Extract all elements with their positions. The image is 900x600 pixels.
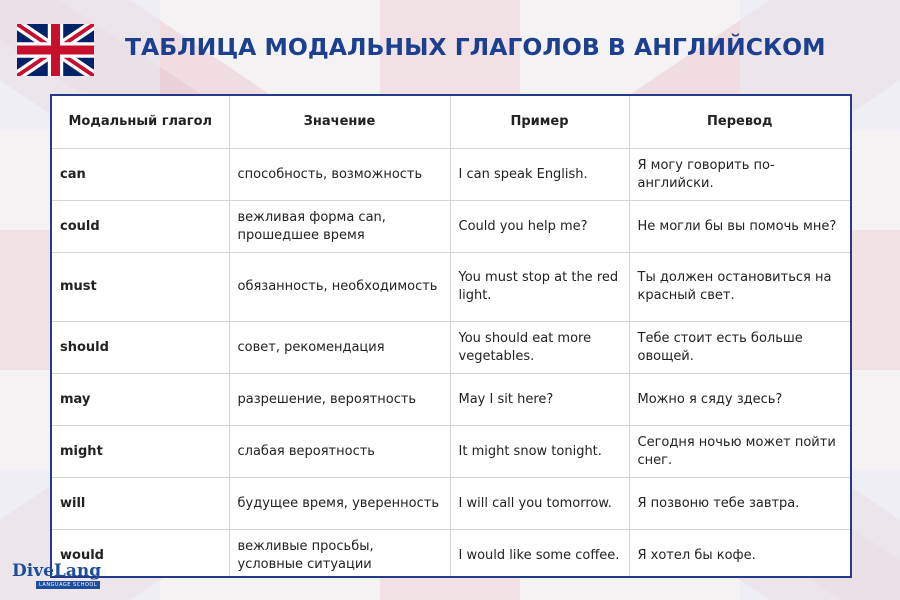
table-row — [52, 201, 850, 253]
translation-cell: Ты должен остановиться на красный свет. — [629, 253, 850, 322]
meaning-cell: обязанность, необходимость — [229, 253, 450, 322]
example-cell: I would like some coffee. — [450, 530, 629, 579]
logo-subtitle: LANGUAGE SCHOOL — [36, 581, 100, 589]
translation-cell: Можно я сяду здесь? — [629, 374, 850, 426]
table-header-row — [52, 96, 850, 149]
meaning-cell: вежливая форма can, прошедшее время — [229, 201, 450, 253]
verb-cell: should — [52, 322, 229, 374]
uk-flag-icon — [17, 24, 94, 76]
example-cell: You should eat more vegetables. — [450, 322, 629, 374]
meaning-cell: совет, рекомендация — [229, 322, 450, 374]
example-cell: May I sit here? — [450, 374, 629, 426]
example-cell: I will call you tomorrow. — [450, 478, 629, 530]
verb-cell: could — [52, 201, 229, 253]
meaning-cell: будущее время, уверенность — [229, 478, 450, 530]
table — [52, 96, 850, 578]
verb-cell: may — [52, 374, 229, 426]
meaning-cell: разрешение, вероятность — [229, 374, 450, 426]
translation-cell: Тебе стоит есть больше овощей. — [629, 322, 850, 374]
meaning-cell: вежливые просьбы, условные ситуации — [229, 530, 450, 579]
logo-name: DiveLang — [12, 561, 102, 581]
translation-cell: Я хотел бы кофе. — [629, 530, 850, 579]
example-cell: It might snow tonight. — [450, 426, 629, 478]
column-header-verb: Модальный глагол — [52, 96, 229, 149]
modal-verbs-table — [50, 94, 852, 578]
meaning-cell: способность, возможность — [229, 149, 450, 201]
column-header-meaning: Значение — [229, 96, 450, 149]
verb-cell: will — [52, 478, 229, 530]
example-cell: I can speak English. — [450, 149, 629, 201]
verb-cell: must — [52, 253, 229, 322]
translation-cell: Сегодня ночью может пойти снег. — [629, 426, 850, 478]
translation-cell: Не могли бы вы помочь мне? — [629, 201, 850, 253]
table-row — [52, 322, 850, 374]
table-row — [52, 478, 850, 530]
column-header-translation: Перевод — [629, 96, 850, 149]
verb-cell: would — [52, 530, 229, 579]
table-row — [52, 253, 850, 322]
table-row — [52, 149, 850, 201]
verb-cell: might — [52, 426, 229, 478]
table-row — [52, 530, 850, 579]
verb-cell: can — [52, 149, 229, 201]
table-row — [52, 374, 850, 426]
translation-cell: Я позвоню тебе завтра. — [629, 478, 850, 530]
divelang-logo — [12, 561, 108, 591]
translation-cell: Я могу говорить по-английски. — [629, 149, 850, 201]
example-cell: You must stop at the red light. — [450, 253, 629, 322]
page-title: ТАБЛИЦА МОДАЛЬНЫХ ГЛАГОЛОВ В АНГЛИЙСКОМ — [125, 33, 826, 61]
example-cell: Could you help me? — [450, 201, 629, 253]
table-row — [52, 426, 850, 478]
column-header-example: Пример — [450, 96, 629, 149]
meaning-cell: слабая вероятность — [229, 426, 450, 478]
